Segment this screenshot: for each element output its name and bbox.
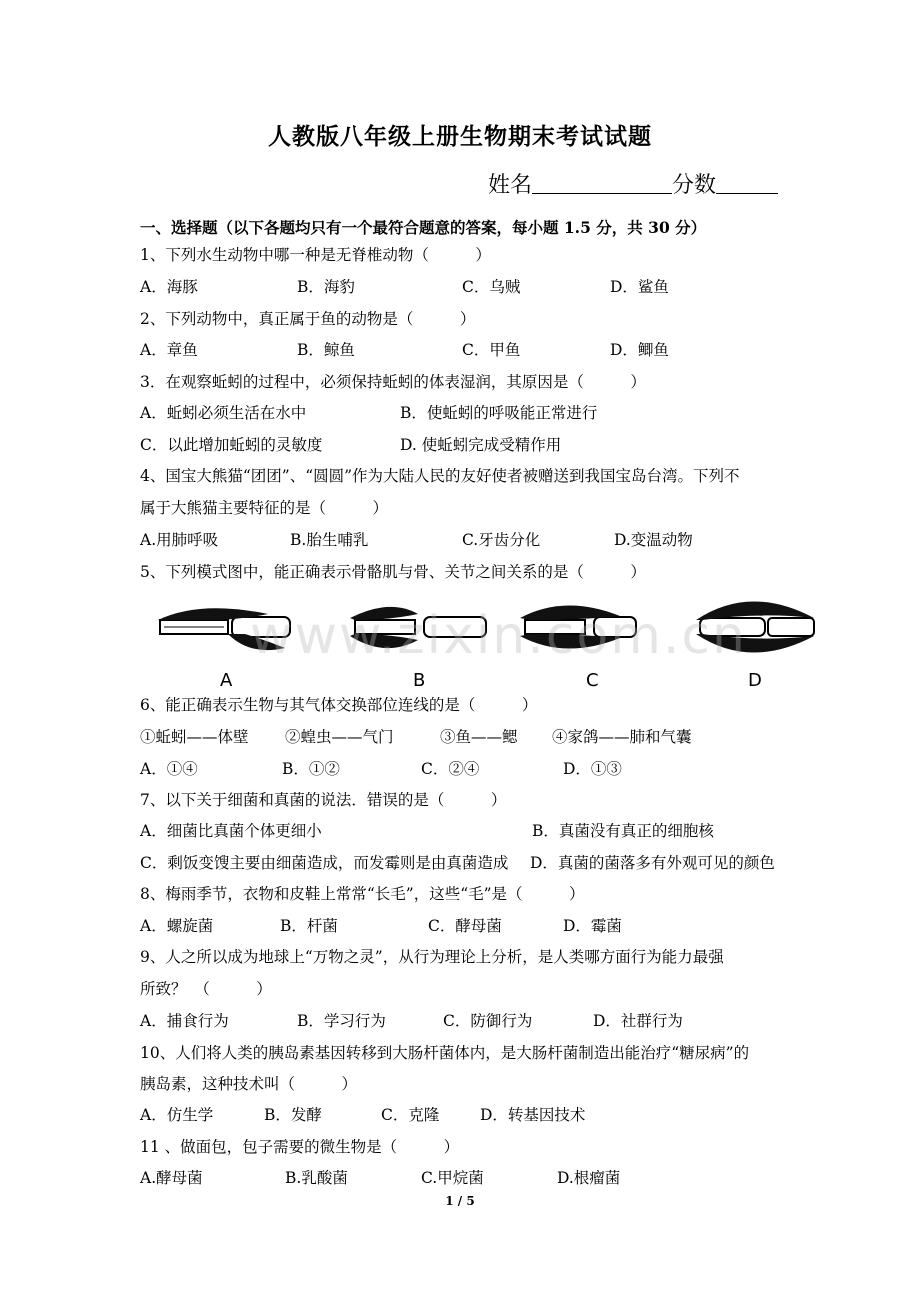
q2-option-c[interactable]: C．甲鱼 (462, 341, 521, 359)
q3-option-d[interactable]: D. 使蚯蚓完成受精作用 (400, 436, 562, 454)
q9-stem-line2: 所致？ （ ） (140, 980, 272, 998)
q1-option-c[interactable]: C．乌贼 (462, 278, 521, 296)
q8-option-c[interactable]: C．酵母菌 (428, 917, 502, 935)
q11-option-c[interactable]: C.甲烷菌 (421, 1169, 484, 1187)
q11-stem: 11 、做面包，包子需要的微生物是（ ） (140, 1138, 460, 1156)
q8-option-b[interactable]: B．杆菌 (280, 917, 338, 935)
q4-option-a[interactable]: A.用肺呼吸 (140, 531, 219, 549)
figure-b-label: B (413, 670, 426, 691)
q4-stem-line1: 4、国宝大熊猫“团团”、“圆圆”作为大陆人民的友好使者被赠送到我国宝岛台湾。下列不 (140, 467, 740, 485)
figure-c-label: C (586, 670, 599, 691)
q6-option-c[interactable]: C．②④ (421, 760, 480, 778)
q1-option-a[interactable]: A．海豚 (140, 278, 198, 296)
q3-option-b[interactable]: B．使蚯蚓的呼吸能正常进行 (400, 404, 598, 422)
q4-stem-line2: 属于大熊猫主要特征的是（ ） (140, 499, 389, 517)
q1-option-b[interactable]: B．海豹 (297, 278, 355, 296)
name-label: 姓名 (488, 173, 533, 198)
q10-option-a[interactable]: A．仿生学 (140, 1106, 214, 1124)
q4-option-b[interactable]: B.胎生哺乳 (290, 531, 369, 549)
name-score-bar (488, 168, 778, 199)
q9-stem-line1: 9、人之所以成为地球上“万物之灵”，从行为理论上分析，是人类哪方面行为能力最强 (140, 948, 724, 966)
q7-stem: 7、以下关于细菌和真菌的说法．错误的是（ ） (140, 791, 507, 809)
q3-option-c[interactable]: C．以此增加蚯蚓的灵敏度 (140, 436, 323, 454)
q6-item-3: ③鱼——鳃 (440, 728, 518, 746)
q2-option-d[interactable]: D．鲫鱼 (610, 341, 669, 359)
q10-stem-line1: 10、人们将人类的胰岛素基因转移到大肠杆菌体内，是大肠杆菌制造出能治疗“糖尿病”的 (140, 1044, 750, 1062)
q1-stem: 1、下列水生动物中哪一种是无脊椎动物（ ） (140, 246, 491, 264)
q11-option-a[interactable]: A.酵母菌 (140, 1169, 203, 1187)
q6-option-a[interactable]: A．①④ (140, 760, 198, 778)
watermark: www.zixin.com.cn (250, 606, 747, 666)
q8-option-a[interactable]: A．螺旋菌 (140, 917, 214, 935)
q3-stem: 3．在观察蚯蚓的过程中，必须保持蚯蚓的体表湿润，其原因是（ ） (140, 373, 646, 391)
q8-stem: 8、梅雨季节，衣物和皮鞋上常常“长毛”，这些“毛”是（ ） (140, 885, 585, 903)
q10-option-d[interactable]: D．转基因技术 (480, 1106, 586, 1124)
q2-option-a[interactable]: A．章鱼 (140, 341, 198, 359)
score-blank[interactable] (716, 171, 778, 194)
q8-option-d[interactable]: D．霉菌 (563, 917, 622, 935)
q6-option-b[interactable]: B．①② (282, 760, 340, 778)
figure-d-label: D (748, 670, 762, 691)
q11-option-b[interactable]: B.乳酸菌 (285, 1169, 348, 1187)
q3-option-a[interactable]: A．蚯蚓必须生活在水中 (140, 404, 307, 422)
q9-option-a[interactable]: A．捕食行为 (140, 1012, 229, 1030)
page-number: 1 / 5 (445, 1194, 475, 1208)
q11-option-d[interactable]: D.根瘤菌 (557, 1169, 621, 1187)
section-heading: 一、选择题（以下各题均只有一个最符合题意的答案，每小题 1.5 分，共 30 分） (140, 218, 707, 237)
q4-option-d[interactable]: D.变温动物 (614, 531, 693, 549)
q7-option-d[interactable]: D．真菌的菌落多有外观可见的颜色 (530, 854, 775, 872)
q6-item-4: ④家鸽——肺和气囊 (552, 728, 692, 746)
q2-option-b[interactable]: B．鲸鱼 (297, 341, 355, 359)
q9-option-b[interactable]: B．学习行为 (297, 1012, 386, 1030)
q9-option-c[interactable]: C．防御行为 (443, 1012, 533, 1030)
score-label: 分数 (672, 173, 717, 198)
q7-option-b[interactable]: B．真菌没有真正的细胞核 (532, 822, 714, 840)
q10-option-b[interactable]: B．发酵 (264, 1106, 322, 1124)
q10-stem-line2: 胰岛素，这种技术叫（ ） (140, 1075, 358, 1093)
q6-option-d[interactable]: D．①③ (563, 760, 622, 778)
name-blank[interactable] (532, 171, 672, 194)
q10-option-c[interactable]: C．克隆 (381, 1106, 440, 1124)
q9-option-d[interactable]: D．社群行为 (593, 1012, 683, 1030)
q1-option-d[interactable]: D．鲨鱼 (610, 278, 669, 296)
page-title: 人教版八年级上册生物期末考试试题 (268, 123, 652, 150)
q6-item-2: ②蝗虫——气门 (285, 728, 394, 746)
q7-option-a[interactable]: A．细菌比真菌个体更细小 (140, 822, 322, 840)
q6-item-1: ①蚯蚓——体壁 (140, 728, 249, 746)
q6-stem: 6、能正确表示生物与其气体交换部位连线的是（ ） (140, 696, 538, 714)
q4-option-c[interactable]: C.牙齿分化 (462, 531, 541, 549)
figure-a-label: A (220, 670, 233, 691)
q7-option-c[interactable]: C．剩饭变馊主要由细菌造成，而发霉则是由真菌造成 (140, 854, 509, 872)
q2-stem: 2、下列动物中，真正属于鱼的动物是（ ） (140, 310, 476, 328)
q5-stem: 5、下列模式图中，能正确表示骨骼肌与骨、关节之间关系的是（ ） (140, 563, 646, 581)
